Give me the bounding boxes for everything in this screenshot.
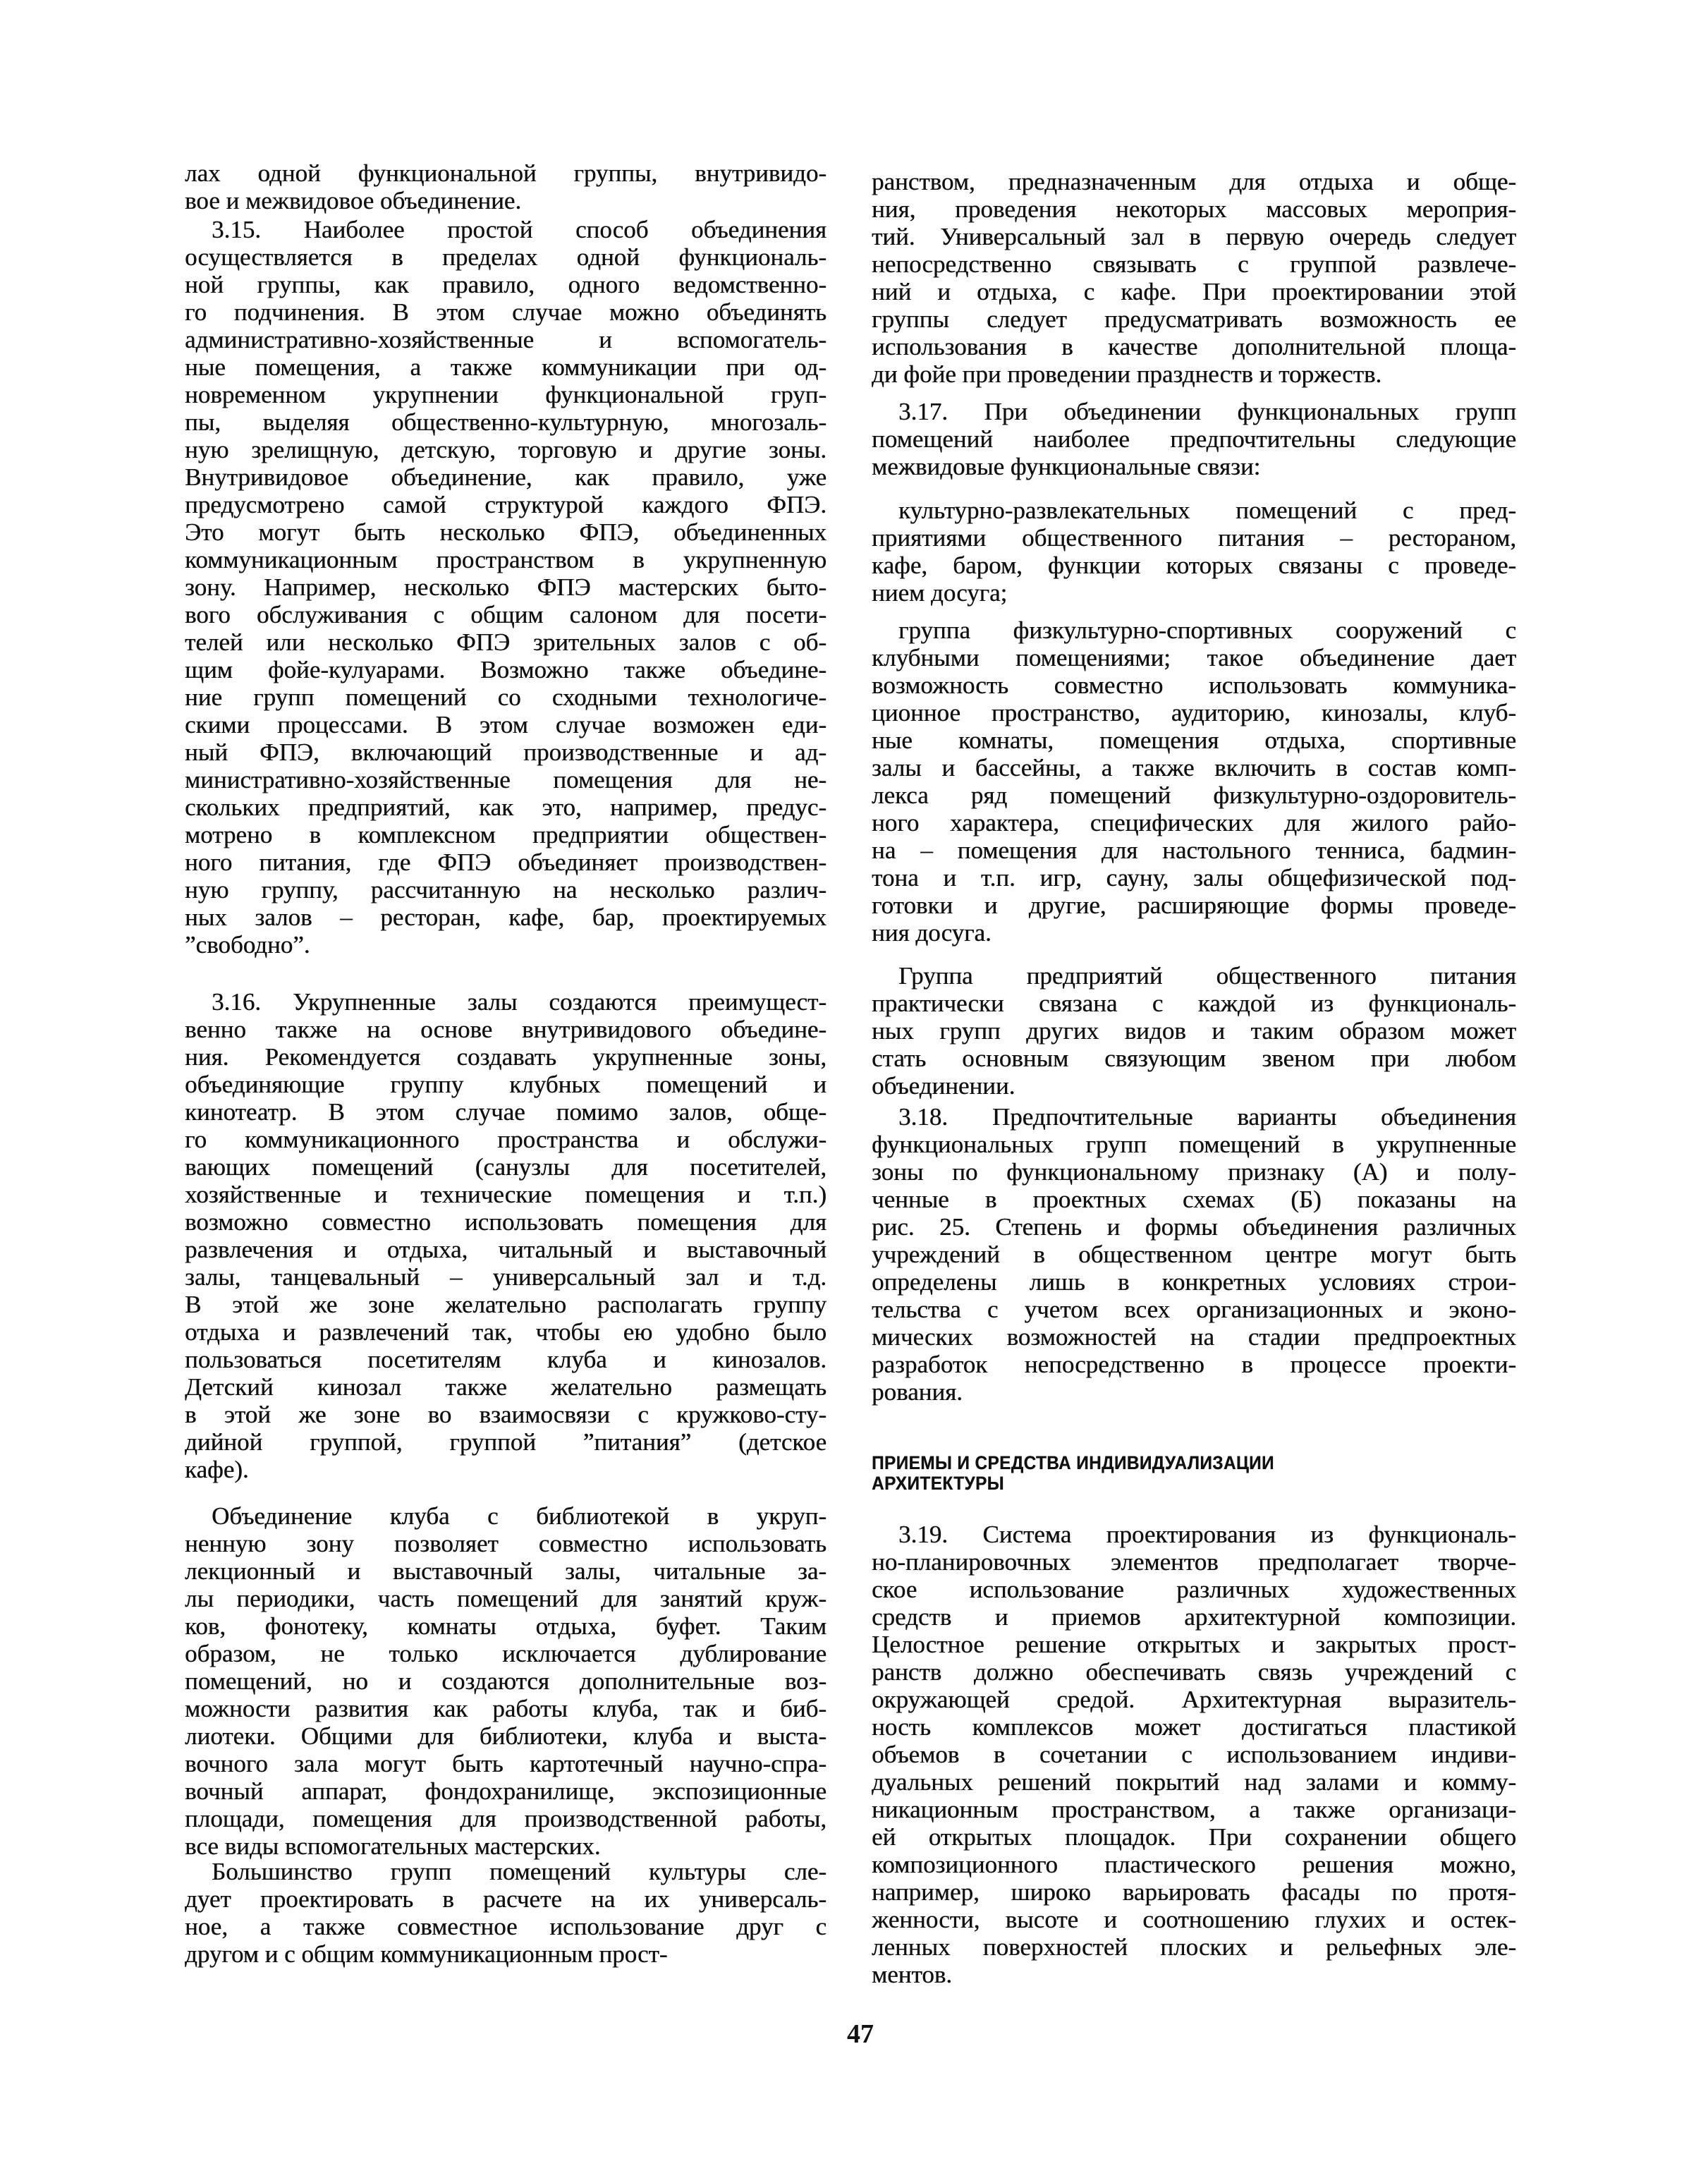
text-line: осуществляется в пределах одной функциональ- <box>185 243 826 271</box>
text-line: культурно-развлекательных помещений с пред- <box>898 497 1516 524</box>
text-line: ние групп помещений со сходными технологиче- <box>185 683 826 711</box>
text-line: объединении. <box>872 1072 1015 1100</box>
text-line: дуальных решений покрытий над залами и комму- <box>872 1768 1516 1796</box>
text-line: ного характера, специфических для жилого райо- <box>872 809 1516 836</box>
text-line: ционное пространство, аудиторию, кинозалы, клуб- <box>872 699 1516 726</box>
paragraph <box>872 962 1516 1100</box>
heading-line: АРХИТЕКТУРЫ <box>872 1473 1004 1494</box>
text-line: мических возможностей на стадии предпроектных <box>872 1323 1516 1351</box>
text-line: например, широко варьировать фасады по протя- <box>872 1878 1516 1906</box>
section-heading <box>872 1453 1516 1494</box>
text-line: В этой же зоне желательно располагать группу <box>185 1291 826 1318</box>
text-line: ченные в проектных схемах (Б) показаны на <box>872 1186 1516 1213</box>
paragraph <box>872 616 1516 947</box>
text-line: вое и межвидовое объединение. <box>185 187 522 214</box>
text-line: новременном укрупнении функциональной груп- <box>185 381 826 408</box>
text-line: ную группу, рассчитанную на несколько различ- <box>185 876 826 903</box>
text-line: коммуникационным пространством в укрупненную <box>185 546 826 573</box>
text-line: Это могут быть несколько ФПЭ, объединенных <box>185 518 826 546</box>
text-line: кафе, баром, функции которых связаны с проведе- <box>872 552 1516 579</box>
text-line: функциональных групп помещений в укрупненные <box>872 1131 1516 1158</box>
text-line: залы, танцевальный – универсальный зал и т.д. <box>185 1263 826 1291</box>
text-line: в этой же зоне во взаимосвязи с кружково-сту- <box>185 1401 826 1428</box>
text-line: тий. Универсальный зал в первую очередь следует <box>872 223 1516 250</box>
text-line: дийной группой, группой ”питания” (детское <box>185 1428 826 1456</box>
text-line: ного питания, где ФПЭ объединяет производствен- <box>185 848 826 876</box>
text-line: группа физкультурно-спортивных сооружений с <box>898 616 1516 644</box>
text-line: рования. <box>872 1378 963 1406</box>
text-line: другом и с общим коммуникационным прост- <box>185 1940 668 1968</box>
text-line: предусмотрено самой структурой каждого ФПЭ. <box>185 491 826 518</box>
text-line: щим фойе-кулуарами. Возможно также объедине- <box>185 656 826 683</box>
text-line: помещений наиболее предпочтительны следующие <box>872 425 1516 453</box>
text-line: межвидовые функциональные связи: <box>872 453 1261 480</box>
text-line: Детский кинозал также желательно размещать <box>185 1373 826 1401</box>
text-line: венно также на основе внутривидового объедине- <box>185 1016 826 1043</box>
text-line: использования в качестве дополнительной площа- <box>872 333 1516 360</box>
text-line: 3.15. Наиболее простой способ объединения <box>212 216 826 243</box>
text-line: вого обслуживания с общим салоном для посети- <box>185 601 826 628</box>
text-line: зоны по функциональному признаку (А) и полу- <box>872 1158 1516 1186</box>
text-line: Внутривидовое объединение, как правило, уже <box>185 463 826 491</box>
text-line: хозяйственные и технические помещения и т.п.) <box>185 1181 826 1208</box>
text-line: ния, проведения некоторых массовых мероприя- <box>872 195 1516 223</box>
text-line: помещений, но и создаются дополнительные воз- <box>185 1667 826 1695</box>
text-line: мотрено в комплексном предприятии обществен- <box>185 821 826 848</box>
text-line: Целостное решение открытых и закрытых прост- <box>872 1631 1516 1658</box>
text-line: определены лишь в конкретных условиях строи- <box>872 1268 1516 1296</box>
text-line: пы, выделяя общественно-культурную, многозаль- <box>185 408 826 436</box>
text-line: ния досуга. <box>872 919 992 947</box>
text-line: отдыха и развлечений так, чтобы ею удобно было <box>185 1318 826 1346</box>
text-line: непосредственно связывать с группой развлече- <box>872 250 1516 278</box>
text-line: ское использование различных художественных <box>872 1576 1516 1603</box>
text-line: ненную зону позволяет совместно использовать <box>185 1530 826 1557</box>
text-line: вающих помещений (санузлы для посетителей, <box>185 1153 826 1181</box>
text-line: женности, высоте и соотношению глухих и остек- <box>872 1906 1516 1933</box>
text-line: ной группы, как правило, одного ведомственно- <box>185 271 826 298</box>
text-line: стать основным связующим звеном при любом <box>872 1045 1516 1072</box>
text-line: все виды вспомогательных мастерских. <box>185 1832 601 1860</box>
paragraph <box>185 216 826 959</box>
text-line: ей открытых площадок. При сохранении общего <box>872 1823 1516 1851</box>
text-line: лы периодики, часть помещений для занятий круж- <box>185 1585 826 1612</box>
text-line: объединяющие группу клубных помещений и <box>185 1071 826 1098</box>
text-line: готовки и другие, расширяющие формы проведе- <box>872 892 1516 919</box>
paragraph <box>872 398 1516 480</box>
text-line: тельства с учетом всех организационных и эконо- <box>872 1296 1516 1323</box>
paragraph <box>185 159 826 214</box>
paragraph <box>185 988 826 1483</box>
text-line: ди фойе при проведении празднеств и торжеств. <box>872 360 1382 388</box>
text-line: кафе). <box>185 1456 249 1483</box>
text-line: Группа предприятий общественного питания <box>898 962 1516 990</box>
text-line: ных залов – ресторан, кафе, бар, проектируемых <box>185 903 826 931</box>
text-line: объемов в сочетании с использованием индиви- <box>872 1741 1516 1768</box>
text-line: ных групп других видов и таким образом может <box>872 1017 1516 1045</box>
text-line: лекса ряд помещений физкультурно-оздоровитель- <box>872 781 1516 809</box>
text-line: го коммуникационного пространства и обслужи- <box>185 1126 826 1153</box>
text-line: дует проектировать в расчете на их универсаль- <box>185 1885 826 1913</box>
text-line: развлечения и отдыха, читальный и выставочный <box>185 1236 826 1263</box>
text-line: разработок непосредственно в процессе проекти- <box>872 1351 1516 1378</box>
paragraph <box>185 1858 826 1968</box>
text-line: го подчинения. В этом случае можно объединять <box>185 298 826 326</box>
text-line: ний и отдыха, с кафе. При проектировании этой <box>872 278 1516 305</box>
text-line: нием досуга; <box>872 579 1008 607</box>
text-line: ментов. <box>872 1961 953 1988</box>
text-line: возможно совместно использовать помещения для <box>185 1208 826 1236</box>
text-line: ”свободно”. <box>185 931 310 959</box>
text-line: ность комплексов может достигаться пластикой <box>872 1713 1516 1741</box>
text-line: клубными помещениями; такое объединение дает <box>872 644 1516 671</box>
text-line: телей или несколько ФПЭ зрительных залов с об- <box>185 628 826 656</box>
text-line: на – помещения для настольного тенниса, бадмин- <box>872 836 1516 864</box>
text-line: образом, не только исключается дублирование <box>185 1640 826 1667</box>
text-line: возможность совместно использовать коммуника- <box>872 671 1516 699</box>
text-line: приятиями общественного питания – рестораном, <box>872 524 1516 552</box>
paragraph <box>872 168 1516 388</box>
page-number: 47 <box>847 2019 874 2049</box>
paragraph <box>872 497 1516 607</box>
text-line: Объединение клуба с библиотекой в укруп- <box>212 1502 826 1530</box>
text-line: залы и бассейны, а также включить в состав комп- <box>872 754 1516 781</box>
text-line: ное, а также совместное использование друг с <box>185 1913 826 1940</box>
text-line: группы следует предусматривать возможность ее <box>872 305 1516 333</box>
paragraph <box>185 1502 826 1860</box>
text-line: скими процессами. В этом случае возможен еди- <box>185 711 826 738</box>
text-line: ранством, предназначенным для отдыха и обще- <box>872 168 1516 195</box>
text-line: лекционный и выставочный залы, читальные за- <box>185 1557 826 1585</box>
text-line: ный ФПЭ, включающий производственные и ад- <box>185 738 826 766</box>
text-line: министративно-хозяйственные помещения для не- <box>185 766 826 793</box>
text-line: площади, помещения для производственной работы, <box>185 1805 826 1832</box>
text-line: Большинство групп помещений культуры сле- <box>212 1858 826 1885</box>
text-line: тона и т.п. игр, сауну, залы общефизической под- <box>872 864 1516 892</box>
text-line: вочного зала могут быть картотечный научно-спра- <box>185 1750 826 1777</box>
text-line: зону. Например, несколько ФПЭ мастерских быто- <box>185 573 826 601</box>
paragraph <box>872 1521 1516 1988</box>
text-line: можности развития как работы клуба, так и биб- <box>185 1695 826 1722</box>
text-line: ков, фонотеку, комнаты отдыха, буфет. Таким <box>185 1612 826 1640</box>
text-line: никационным пространством, а также организаци- <box>872 1796 1516 1823</box>
text-line: 3.18. Предпочтительные варианты объединения <box>898 1103 1516 1131</box>
text-line: практически связана с каждой из функциональ- <box>872 990 1516 1017</box>
text-line: ния. Рекомендуется создавать укрупненные зоны, <box>185 1043 826 1071</box>
text-line: композиционного пластического решения можно, <box>872 1851 1516 1878</box>
text-line: 3.17. При объединении функциональных групп <box>898 398 1516 425</box>
text-line: лиотеки. Общими для библиотеки, клуба и выста- <box>185 1722 826 1750</box>
paragraph <box>872 1103 1516 1406</box>
text-line: административно-хозяйственные и вспомогатель- <box>185 326 826 353</box>
text-line: скольких предприятий, как это, например, предус- <box>185 793 826 821</box>
text-line: но-планировочных элементов предполагает творче- <box>872 1548 1516 1576</box>
text-line: лах одной функциональной группы, внутривидо- <box>185 159 826 187</box>
heading-line: ПРИЕМЫ И СРЕДСТВА ИНДИВИДУАЛИЗАЦИИ <box>872 1452 1274 1473</box>
text-line: окружающей средой. Архитектурная выразитель- <box>872 1686 1516 1713</box>
text-line: ную зрелищную, детскую, торговую и другие зоны. <box>185 436 826 463</box>
text-line: вочный аппарат, фондохранилище, экспозиционные <box>185 1777 826 1805</box>
text-line: пользоваться посетителям клуба и кинозалов. <box>185 1346 826 1373</box>
text-line: рис. 25. Степень и формы объединения различных <box>872 1213 1516 1241</box>
text-line: 3.19. Система проектирования из функциональ- <box>898 1521 1516 1548</box>
text-line: учреждений в общественном центре могут быть <box>872 1241 1516 1268</box>
text-line: ные помещения, а также коммуникации при од- <box>185 353 826 381</box>
text-line: 3.16. Укрупненные залы создаются преимущест- <box>212 988 826 1016</box>
text-line: ленных поверхностей плоских и рельефных эле- <box>872 1933 1516 1961</box>
text-line: средств и приемов архитектурной композиции. <box>872 1603 1516 1631</box>
text-line: ные комнаты, помещения отдыха, спортивные <box>872 726 1516 754</box>
text-line: кинотеатр. В этом случае помимо залов, обще- <box>185 1098 826 1126</box>
text-line: ранств должно обеспечивать связь учреждений с <box>872 1658 1516 1686</box>
